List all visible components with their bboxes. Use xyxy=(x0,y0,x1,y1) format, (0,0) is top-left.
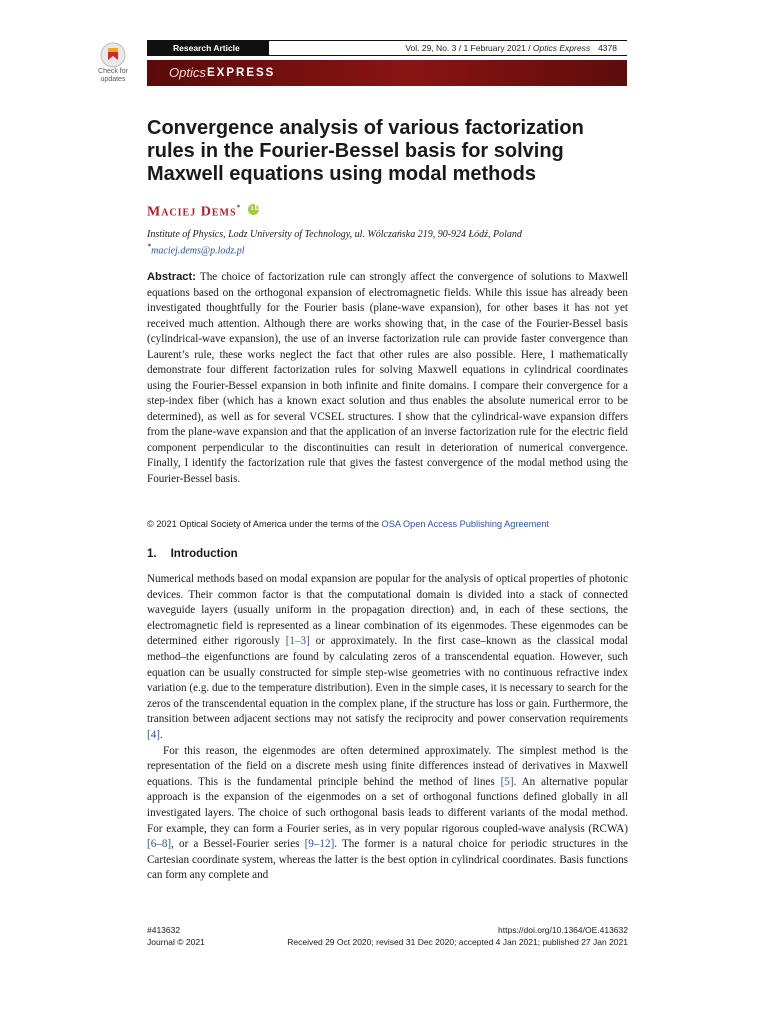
abstract-text: The choice of factorization rule can strongly affect the convergence of solutions to Maxwell equations based on the orthogonal expansion of electromagnetic fields. While this issue has already been investigated thoughtfully for the Fourier basis (plane-wave expansion), for other bases it has not yet received much attention. Although there are works showing that, in the case of the Fourier-Bessel basis (cylindrical-wave expansion), the use of an inverse factorization rule can provide faster convergence than Laurent’s rule, these works neglect the fact that other rules are also possible. Here, I mathematically demonstrate four different factorization rules for solving Maxwell equations in cylindrical coordinates using the Fourier-Bessel expansion in both infinite and finite domains. I compare their convergence for a step-index fiber (which has a known exact solution and thus enables the absolute numerical error to be determined), as well as for several VCSEL structures. I show that the cylindrical-wave expansion differs from the plane-wave expansion and that the application of an inverse factorization rule for the electric field component perpendicular to the discontinuities can result in deterioration of numerical convergence. Finally, I identify the factorization rule that gives the fastest convergence of the modal method using the Fourier-Bessel basis. xyxy=(147,271,629,485)
citation-link[interactable]: [5] xyxy=(500,775,514,788)
journal-name: Optics Express xyxy=(532,43,591,53)
citation-link[interactable]: [6–8] xyxy=(147,838,172,851)
section-title: Introduction xyxy=(170,548,238,560)
page-number: 4378 xyxy=(598,43,617,53)
badge-label: Check for updates xyxy=(98,68,128,83)
article-type-label: Research Article xyxy=(147,41,269,55)
affiliation xyxy=(147,229,627,257)
paragraph-text: . An alternative popular approach is the expansion of the eigenmodes on a set of orthogonal functions defined globally in all investigated layers. The choice of such orthogonal basis leads to different variants of the modal method. For example, they can form a Fourier series, as in very popular rigorous coupled-wave analysis (RCWA) xyxy=(147,775,628,835)
author-email-link[interactable]: maciej.dems@p.lodz.pl xyxy=(151,245,245,257)
crossmark-icon xyxy=(100,42,126,68)
abstract xyxy=(147,270,628,487)
copyright-notice xyxy=(147,519,549,529)
volume-info xyxy=(405,41,617,55)
orcid-icon[interactable]: iD xyxy=(248,204,259,215)
check-for-updates-badge[interactable] xyxy=(91,40,135,90)
body-text xyxy=(147,572,628,884)
author-line xyxy=(147,202,262,221)
paragraph-text: For this reason, the eigenmodes are often determined approximately. The simplest method is the representation of the field on a discrete mesh using finite differences instead of derivatives in Maxwell equations. This is the fundamental principle behind the method of lines xyxy=(147,744,628,788)
affiliation-text: Institute of Physics, Lodz University of Technology, ul. Wólczańska 219, 90-924 Łódź, Poland xyxy=(147,229,522,240)
volume-text: Vol. 29, No. 3 / 1 February 2021 / xyxy=(405,43,533,53)
abstract-label: Abstract: xyxy=(147,271,196,283)
journal-header-bar xyxy=(147,40,627,56)
paragraph xyxy=(147,744,628,884)
paragraph-text: or approximately. In the first case–known as the classical modal method–the eigenfunctions are found by calculating zeros of a transcendental equation. However, such equation can be usually constructed for simple step-wise geometries with no continuous refractive index variation (e.g. due to the temperature distribution). Even in the simple cases, it is necessary to search for the zeros of the transcendental equation in the complex plane, if the structure has loss or gain. Furthermore, the transition between adjacent sections may not satisfy the reciprocity and power conservation requirements xyxy=(147,635,628,726)
brand-optics: Optics xyxy=(169,65,206,80)
paragraph-text: . The former is a natural choice for periodic structures in the Cartesian coordinate system, whereas the latter is the best option in cylindrical coordinates. Basis functions can form any complete and xyxy=(147,838,628,882)
publication-dates: Received 29 Oct 2020; revised 31 Dec 2020; accepted 4 Jan 2021; published 27 Jan 2021 xyxy=(287,937,628,947)
citation-link[interactable]: [1–3] xyxy=(285,635,310,648)
doi-link[interactable]: https://doi.org/10.1364/OE.413632 xyxy=(498,925,628,935)
copyright-text: © 2021 Optical Society of America under the terms of the xyxy=(147,519,382,529)
citation-link[interactable]: [4] xyxy=(147,728,160,741)
paragraph-text: Numerical methods based on modal expansion are popular for the analysis of optical properties of photonic devices. Their common factor is that the computational domain is divided into a stack of connected waveguide layers (usually uniform in the propagation direction) and, in each of these sections, the electromagnetic field is represented as a linear combination of its eigenmodes. These eigenmodes can be determined either rigorously xyxy=(147,573,628,648)
journal-copyright: Journal © 2021 xyxy=(147,937,205,947)
article-id: #413632 xyxy=(147,925,181,935)
paragraph-text: . xyxy=(160,728,163,741)
article-title: Convergence analysis of various factorization rules in the Fourier-Bessel basis for solving Maxwell equations using modal methods xyxy=(147,117,584,185)
paragraph xyxy=(147,572,628,744)
section-heading xyxy=(147,548,238,560)
section-number: 1. xyxy=(147,548,157,560)
citation-link[interactable]: [9–12] xyxy=(304,838,335,851)
paragraph-text: , or a Bessel-Fourier series xyxy=(171,838,305,851)
email-mark: * xyxy=(147,242,152,251)
page-footer xyxy=(147,924,628,948)
journal-brand-banner xyxy=(147,60,627,86)
license-link[interactable]: OSA Open Access Publishing Agreement xyxy=(381,519,550,529)
author-mark: * xyxy=(236,203,242,212)
brand-express: EXPRESS xyxy=(207,67,276,79)
author-name[interactable]: Maciej Dems xyxy=(147,204,237,220)
